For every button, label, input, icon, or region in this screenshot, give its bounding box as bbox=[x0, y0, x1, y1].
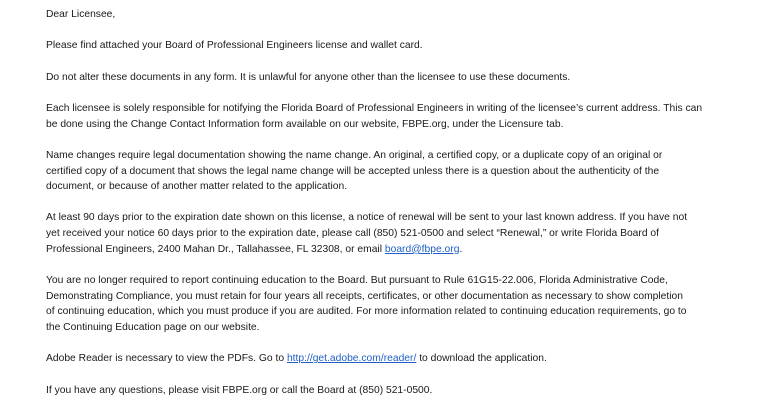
text-line: Each licensee is solely responsible for notifying the Florida Board of Professional Engineers in writing of the licensee’s current address. This can bbox=[46, 102, 703, 114]
text-line: Please find attached your Board of Professional Engineers license and wallet card. bbox=[46, 40, 423, 52]
text-line: of continuing education, which you must produce if you are audited. For more information related to continuing education requirements, go to bbox=[46, 306, 687, 318]
paragraph-address bbox=[46, 101, 758, 132]
text-line bbox=[46, 351, 758, 367]
text-segment: Adobe Reader is necessary to view the PDFs. Go to bbox=[46, 353, 287, 365]
letter-body bbox=[46, 7, 758, 414]
paragraph-do-not-alter bbox=[46, 70, 758, 86]
text-line: certified copy of a document that shows the legal name change will be accepted unless there is a question about the authenticity of the bbox=[46, 165, 660, 177]
adobe-reader-link[interactable]: http://get.adobe.com/reader/ bbox=[286, 353, 417, 365]
text-line: document, or because of another matter related to the application. bbox=[46, 181, 348, 193]
text-line bbox=[46, 242, 758, 258]
text-segment: . bbox=[459, 243, 463, 255]
text-segment: to download the application. bbox=[416, 353, 547, 365]
paragraph-continuing-education bbox=[46, 273, 758, 336]
text-line: You are no longer required to report continuing education to the Board. But pursuant to Rule 61G15-22.006, Florida Administrative Code, bbox=[46, 275, 668, 287]
greeting bbox=[46, 7, 758, 23]
text-line: the Continuing Education page on our website. bbox=[46, 322, 260, 334]
paragraph-questions bbox=[46, 383, 758, 399]
text-line: If you have any questions, please visit FBPE.org or call the Board at (850) 521-0500. bbox=[46, 384, 433, 396]
paragraph-attachment bbox=[46, 38, 758, 54]
text-line: be done using the Change Contact Information form available on our website, FBPE.org, under the Licensure tab. bbox=[46, 118, 564, 130]
paragraph-renewal bbox=[46, 210, 758, 257]
text-line: Demonstrating Compliance, you must retain for four years all receipts, certificates, or other documentation as necessary to show completion bbox=[46, 290, 683, 302]
text-line: Do not alter these documents in any form. It is unlawful for anyone other than the licensee to use these documents. bbox=[46, 71, 571, 83]
paragraph-adobe-reader bbox=[46, 351, 758, 367]
text-line: yet received your notice 60 days prior to the expiration date, please call (850) 521-0500 and select “Renewal,” or write Florida Board of bbox=[46, 228, 659, 240]
paragraph-name-changes bbox=[46, 148, 758, 195]
email-link[interactable]: board@fbpe.org bbox=[384, 243, 460, 255]
text-segment: Professional Engineers, 2400 Mahan Dr., Tallahassee, FL 32308, or email bbox=[46, 243, 385, 255]
greeting-text: Dear Licensee, bbox=[46, 9, 116, 20]
text-line: At least 90 days prior to the expiration date shown on this license, a notice of renewal will be sent to your last known address. If you have not bbox=[46, 212, 688, 224]
text-line: Name changes require legal documentation showing the name change. An original, a certified copy, or a duplicate copy of an original or bbox=[46, 149, 663, 161]
